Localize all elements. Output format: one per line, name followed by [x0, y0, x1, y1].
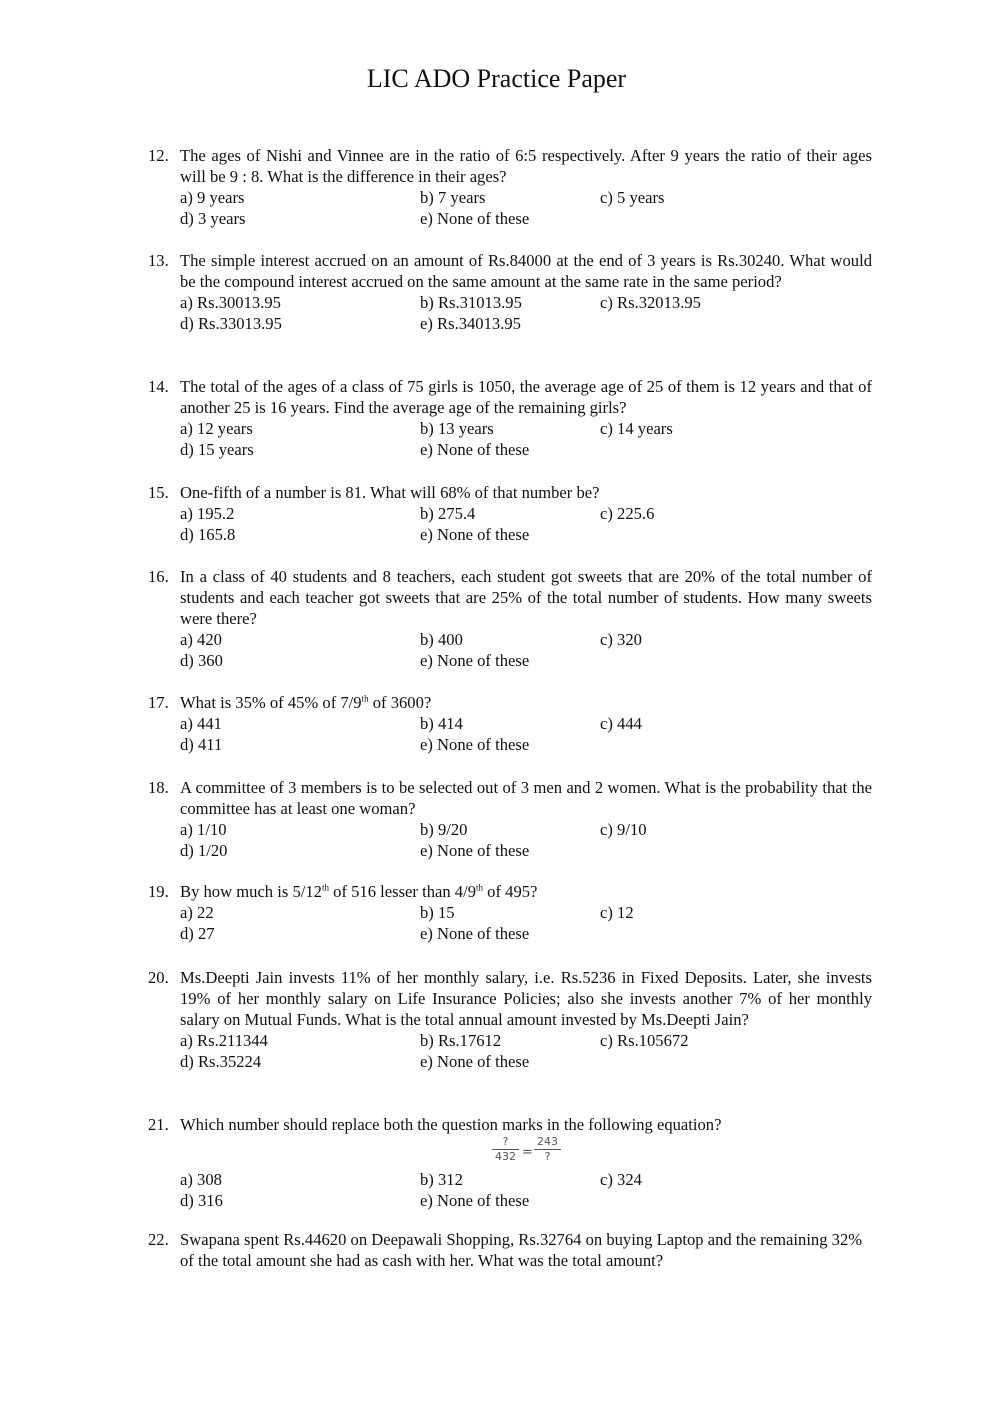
question-19 [148, 881, 872, 944]
left-denominator: 432 [495, 1150, 516, 1163]
option-c: c) 324 [600, 1170, 642, 1189]
option-c: c) 320 [600, 630, 642, 649]
option-b: b) 13 years [420, 419, 494, 438]
question-21 [148, 1114, 872, 1211]
question-text: In a class of 40 students and 8 teachers, each student got sweets that are 20% of the total number of students and each teacher got sweets that are 25% of the total number of students. How many sweets were there? [180, 567, 872, 628]
question-16 [148, 566, 872, 671]
question-text: Which number should replace both the question marks in the following equation? [180, 1115, 722, 1134]
options [180, 902, 872, 944]
option-a: a) 441 [180, 714, 222, 733]
option-e: e) None of these [420, 924, 530, 943]
option-c: c) 5 years [600, 188, 665, 207]
option-d: d) 3 years [180, 209, 246, 228]
question-15 [148, 482, 872, 545]
option-d: d) 15 years [180, 440, 254, 459]
option-b: b) Rs.17612 [420, 1031, 502, 1050]
option-d: d) Rs.33013.95 [180, 314, 282, 333]
option-a: a) 308 [180, 1170, 222, 1189]
options [180, 187, 872, 229]
option-a: a) 22 [180, 903, 214, 922]
question-number: 13. [148, 251, 169, 270]
option-c: c) Rs.105672 [600, 1031, 689, 1050]
left-numerator: ? [492, 1135, 519, 1150]
options [180, 629, 872, 671]
option-e: e) None of these [420, 1052, 530, 1071]
question-number: 18. [148, 778, 169, 797]
option-a: a) 420 [180, 630, 222, 649]
options [180, 819, 872, 861]
equals-sign: = [522, 1145, 533, 1160]
question-12 [148, 145, 872, 229]
question-17 [148, 692, 872, 755]
option-b: b) 15 [420, 903, 455, 922]
question-text: One-fifth of a number is 81. What will 68% of that number be? [180, 483, 600, 502]
options [180, 503, 872, 545]
question-text: A committee of 3 members is to be selected out of 3 men and 2 women. What is the probability that the committee has at least one woman? [180, 778, 872, 818]
option-c: c) 12 [600, 903, 634, 922]
question-text: By how much is 5/12th of 516 lesser than 4/9th of 495? [180, 882, 538, 901]
question-18 [148, 777, 872, 861]
option-b: b) 400 [420, 630, 463, 649]
question-number: 16. [148, 567, 169, 586]
option-b: b) 275.4 [420, 504, 476, 523]
options [180, 713, 872, 755]
question-number: 12. [148, 146, 169, 165]
question-14 [148, 376, 872, 460]
question-text: Swapana spent Rs.44620 on Deepawali Shopping, Rs.32764 on buying Laptop and the remaining 32% of the total amount she had as cash with her. What was the total amount? [180, 1230, 863, 1270]
options [180, 1169, 872, 1211]
question-number: 15. [148, 483, 169, 502]
option-c: c) 9/10 [600, 820, 647, 839]
question-number: 14. [148, 377, 169, 396]
option-e: e) None of these [420, 735, 530, 754]
option-d: d) 165.8 [180, 525, 236, 544]
option-a: a) 195.2 [180, 504, 235, 523]
question-text: The ages of Nishi and Vinnee are in the ratio of 6:5 respectively. After 9 years the ratio of their ages will be 9 : 8. What is the difference in their ages? [180, 146, 872, 186]
option-b: b) 7 years [420, 188, 486, 207]
option-d: d) 27 [180, 924, 215, 943]
option-b: b) Rs.31013.95 [420, 293, 522, 312]
option-b: b) 312 [420, 1170, 463, 1189]
question-number: 22. [148, 1230, 169, 1249]
right-numerator: 243 [534, 1135, 561, 1150]
option-e: e) None of these [420, 440, 530, 459]
option-a: a) Rs.211344 [180, 1031, 268, 1050]
option-d: d) Rs.35224 [180, 1052, 262, 1071]
option-d: d) 411 [180, 735, 223, 754]
options [180, 1030, 872, 1072]
question-text: The simple interest accrued on an amount of Rs.84000 at the end of 3 years is Rs.30240. What would be the compound interest accrued on the same amount at the same rate in the same period? [180, 251, 872, 291]
option-a: a) Rs.30013.95 [180, 293, 281, 312]
options [180, 418, 872, 460]
question-number: 21. [148, 1115, 169, 1134]
option-c: c) 14 years [600, 419, 673, 438]
option-a: a) 1/10 [180, 820, 227, 839]
question-text: The total of the ages of a class of 75 girls is 1050, the average age of 25 of them is 12 years and that of another 25 is 16 years. Find the average age of the remaining girls? [180, 377, 872, 417]
question-text: What is 35% of 45% of 7/9th of 3600? [180, 693, 432, 712]
option-c: c) 444 [600, 714, 642, 733]
option-b: b) 414 [420, 714, 463, 733]
option-d: d) 1/20 [180, 841, 228, 860]
option-a: a) 9 years [180, 188, 245, 207]
page-title: LIC ADO Practice Paper [366, 64, 627, 93]
question-13 [148, 250, 872, 334]
option-a: a) 12 years [180, 419, 253, 438]
option-e: e) None of these [420, 841, 530, 860]
options [180, 292, 872, 334]
question-20 [148, 967, 872, 1072]
right-fraction [534, 1135, 561, 1164]
question-number: 19. [148, 882, 169, 901]
option-d: d) 316 [180, 1191, 223, 1210]
option-e: e) None of these [420, 651, 530, 670]
option-e: e) None of these [420, 1191, 530, 1210]
question-number: 20. [148, 968, 169, 987]
option-e: e) None of these [420, 209, 530, 228]
question-number: 17. [148, 693, 169, 712]
question-text: Ms.Deepti Jain invests 11% of her monthly salary, i.e. Rs.5236 in Fixed Deposits. Later, she invests 19% of her monthly salary on Life Insurance Policies; also she invests another 7% of her monthly salary on Mutual Funds. What is the total annual amount invested by Ms.Deepti Jain? [180, 968, 872, 1029]
option-e: e) None of these [420, 525, 530, 544]
right-denominator: ? [544, 1150, 551, 1163]
option-e: e) Rs.34013.95 [420, 314, 521, 333]
equation [180, 1135, 872, 1169]
question-22 [148, 1229, 872, 1271]
option-d: d) 360 [180, 651, 223, 670]
left-fraction [492, 1135, 519, 1164]
option-c: c) Rs.32013.95 [600, 293, 701, 312]
option-c: c) 225.6 [600, 504, 655, 523]
option-b: b) 9/20 [420, 820, 468, 839]
